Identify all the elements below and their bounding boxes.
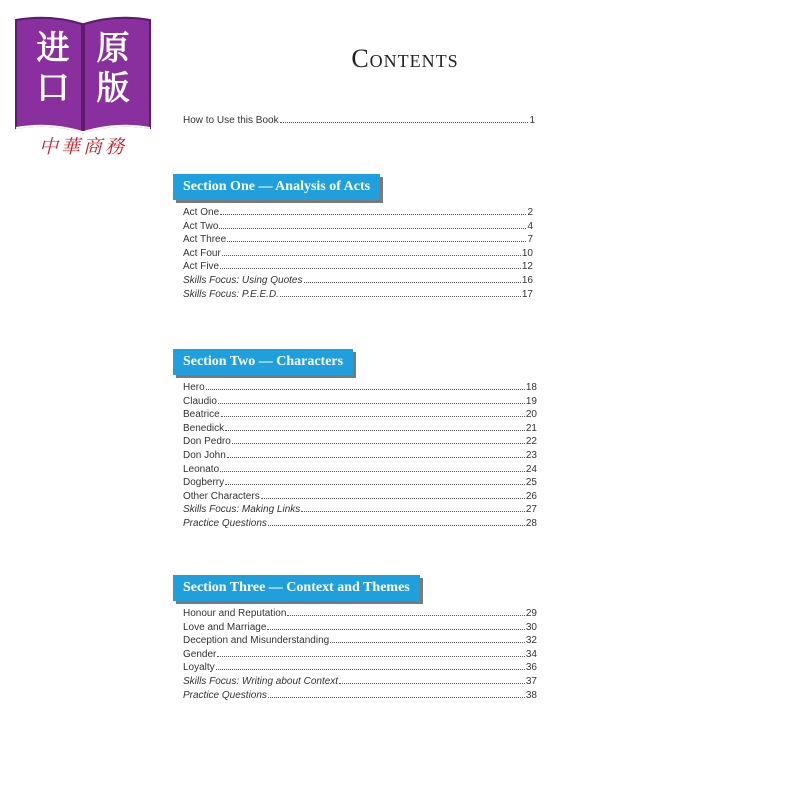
dot-leader	[225, 476, 525, 485]
badge-line1: 进口	[36, 28, 70, 107]
dot-leader	[206, 381, 525, 390]
dot-leader	[222, 247, 521, 256]
toc-entry-label: Act Three	[183, 234, 227, 246]
toc-entry-label: Other Characters	[183, 490, 260, 502]
section-one-header[interactable]: Section One — Analysis of Acts	[173, 174, 380, 200]
intro-entry-block	[183, 114, 535, 128]
toc-entry-label: Skills Focus: Writing about Context	[183, 675, 339, 687]
section-two-entries	[183, 381, 537, 531]
toc-entry[interactable]	[183, 395, 537, 409]
toc-entry-label: Practice Questions	[183, 689, 267, 701]
dot-leader	[268, 517, 525, 526]
toc-entry-label: Claudio	[183, 395, 217, 407]
toc-entry-label: Leonato	[183, 463, 220, 475]
badge-text-original	[84, 28, 142, 108]
toc-entry[interactable]	[183, 206, 533, 220]
dot-leader	[232, 435, 525, 444]
toc-entry-page: 27	[525, 504, 537, 516]
dot-leader	[304, 274, 521, 283]
badge-line2: 原版	[96, 28, 130, 107]
dot-leader	[217, 648, 525, 657]
toc-entry[interactable]	[183, 260, 533, 274]
toc-entry[interactable]	[183, 634, 537, 648]
toc-entry[interactable]	[183, 435, 537, 449]
toc-entry-label: Don Pedro	[183, 436, 231, 448]
toc-entry-page: 12	[521, 261, 533, 273]
dot-leader	[287, 607, 524, 616]
dot-leader	[225, 422, 525, 431]
toc-entry-label: Practice Questions	[183, 517, 267, 529]
dot-leader	[280, 288, 521, 297]
section-three-entries	[183, 607, 537, 702]
toc-entry[interactable]	[183, 476, 537, 490]
toc-entry-page: 17	[521, 288, 533, 300]
dot-leader	[280, 114, 529, 123]
toc-entry-label: Act Two	[183, 220, 219, 232]
toc-entry[interactable]	[183, 381, 537, 395]
toc-entry-label: Hero	[183, 382, 205, 393]
toc-entry[interactable]	[183, 490, 537, 504]
toc-entry[interactable]	[183, 114, 535, 128]
toc-entry-label: Dogberry	[183, 477, 225, 489]
toc-entry-label: Act Five	[183, 261, 220, 273]
toc-entry-page: 4	[527, 220, 533, 232]
toc-entry-page: 38	[525, 689, 537, 701]
toc-entry[interactable]	[183, 288, 533, 302]
toc-entry[interactable]	[183, 621, 537, 635]
toc-entry-page: 29	[525, 608, 537, 619]
toc-entry-page: 24	[525, 463, 537, 475]
dot-leader	[330, 634, 525, 643]
section-three-header[interactable]: Section Three — Context and Themes	[173, 575, 420, 601]
toc-entry-page: 2	[527, 207, 533, 218]
toc-entry-page: 20	[525, 409, 537, 421]
dot-leader	[227, 233, 526, 242]
toc-entry[interactable]	[183, 408, 537, 422]
toc-entry[interactable]	[183, 233, 533, 247]
toc-entry-page: 18	[525, 382, 537, 393]
toc-entry[interactable]	[183, 517, 537, 531]
section-one-entries	[183, 206, 533, 301]
dot-leader	[216, 661, 525, 670]
toc-entry-page: 36	[525, 662, 537, 674]
dot-leader	[301, 503, 525, 512]
toc-entry-page: 26	[525, 490, 537, 502]
dot-leader	[221, 408, 525, 417]
toc-entry-page: 19	[525, 395, 537, 407]
toc-entry-page: 16	[521, 274, 533, 286]
toc-entry-page: 7	[527, 234, 533, 246]
toc-entry[interactable]	[183, 648, 537, 662]
toc-entry-label: Deception and Misunderstanding	[183, 635, 330, 647]
toc-entry-label: How to Use this Book	[183, 115, 279, 126]
toc-entry[interactable]	[183, 220, 533, 234]
toc-entry[interactable]	[183, 449, 537, 463]
badge-text-import	[24, 28, 82, 108]
toc-entry[interactable]	[183, 661, 537, 675]
dot-leader	[220, 463, 525, 472]
toc-entry-page: 34	[525, 648, 537, 660]
toc-entry[interactable]	[183, 689, 537, 703]
dot-leader	[220, 260, 521, 269]
toc-entry-label: Act Four	[183, 247, 221, 259]
toc-entry-label: Gender	[183, 648, 217, 660]
toc-entry-page: 1	[529, 115, 535, 126]
toc-entry[interactable]	[183, 247, 533, 261]
dot-leader	[227, 449, 525, 458]
toc-entry-label: Beatrice	[183, 409, 220, 421]
toc-entry-label: Skills Focus: Making Links	[183, 504, 301, 516]
page-title: Contents	[351, 44, 459, 73]
toc-entry-label: Act One	[183, 207, 220, 218]
toc-entry-label: Skills Focus: Using Quotes	[183, 274, 303, 286]
toc-entry-page: 22	[525, 436, 537, 448]
brand-name: 中華商務	[38, 136, 127, 158]
toc-entry-page: 28	[525, 517, 537, 529]
toc-entry-label: Skills Focus: P.E.E.D.	[183, 288, 279, 300]
toc-entry-page: 25	[525, 477, 537, 489]
toc-entry-page: 10	[521, 247, 533, 259]
toc-entry[interactable]	[183, 274, 533, 288]
toc-entry-label: Loyalty	[183, 662, 215, 674]
dot-leader	[219, 220, 526, 229]
toc-entry[interactable]	[183, 463, 537, 477]
toc-entry-page: 30	[525, 621, 537, 633]
dot-leader	[268, 689, 525, 698]
toc-entry-page: 23	[525, 449, 537, 461]
import-original-badge	[12, 14, 154, 164]
toc-entry-label: Honour and Reputation	[183, 608, 287, 619]
toc-entry-page: 37	[525, 675, 537, 687]
dot-leader	[220, 206, 526, 215]
toc-entry[interactable]	[183, 675, 537, 689]
toc-entry-page: 21	[525, 422, 537, 434]
toc-entry-label: Don John	[183, 449, 226, 461]
dot-leader	[267, 621, 524, 630]
dot-leader	[339, 675, 525, 684]
dot-leader	[261, 490, 525, 499]
toc-entry-label: Love and Marriage	[183, 621, 267, 633]
toc-entry-label: Benedick	[183, 422, 225, 434]
toc-entry-page: 32	[525, 635, 537, 647]
toc-entry[interactable]	[183, 607, 537, 621]
toc-entry[interactable]	[183, 503, 537, 517]
dot-leader	[218, 395, 525, 404]
section-two-header[interactable]: Section Two — Characters	[173, 349, 353, 375]
toc-entry[interactable]	[183, 422, 537, 436]
